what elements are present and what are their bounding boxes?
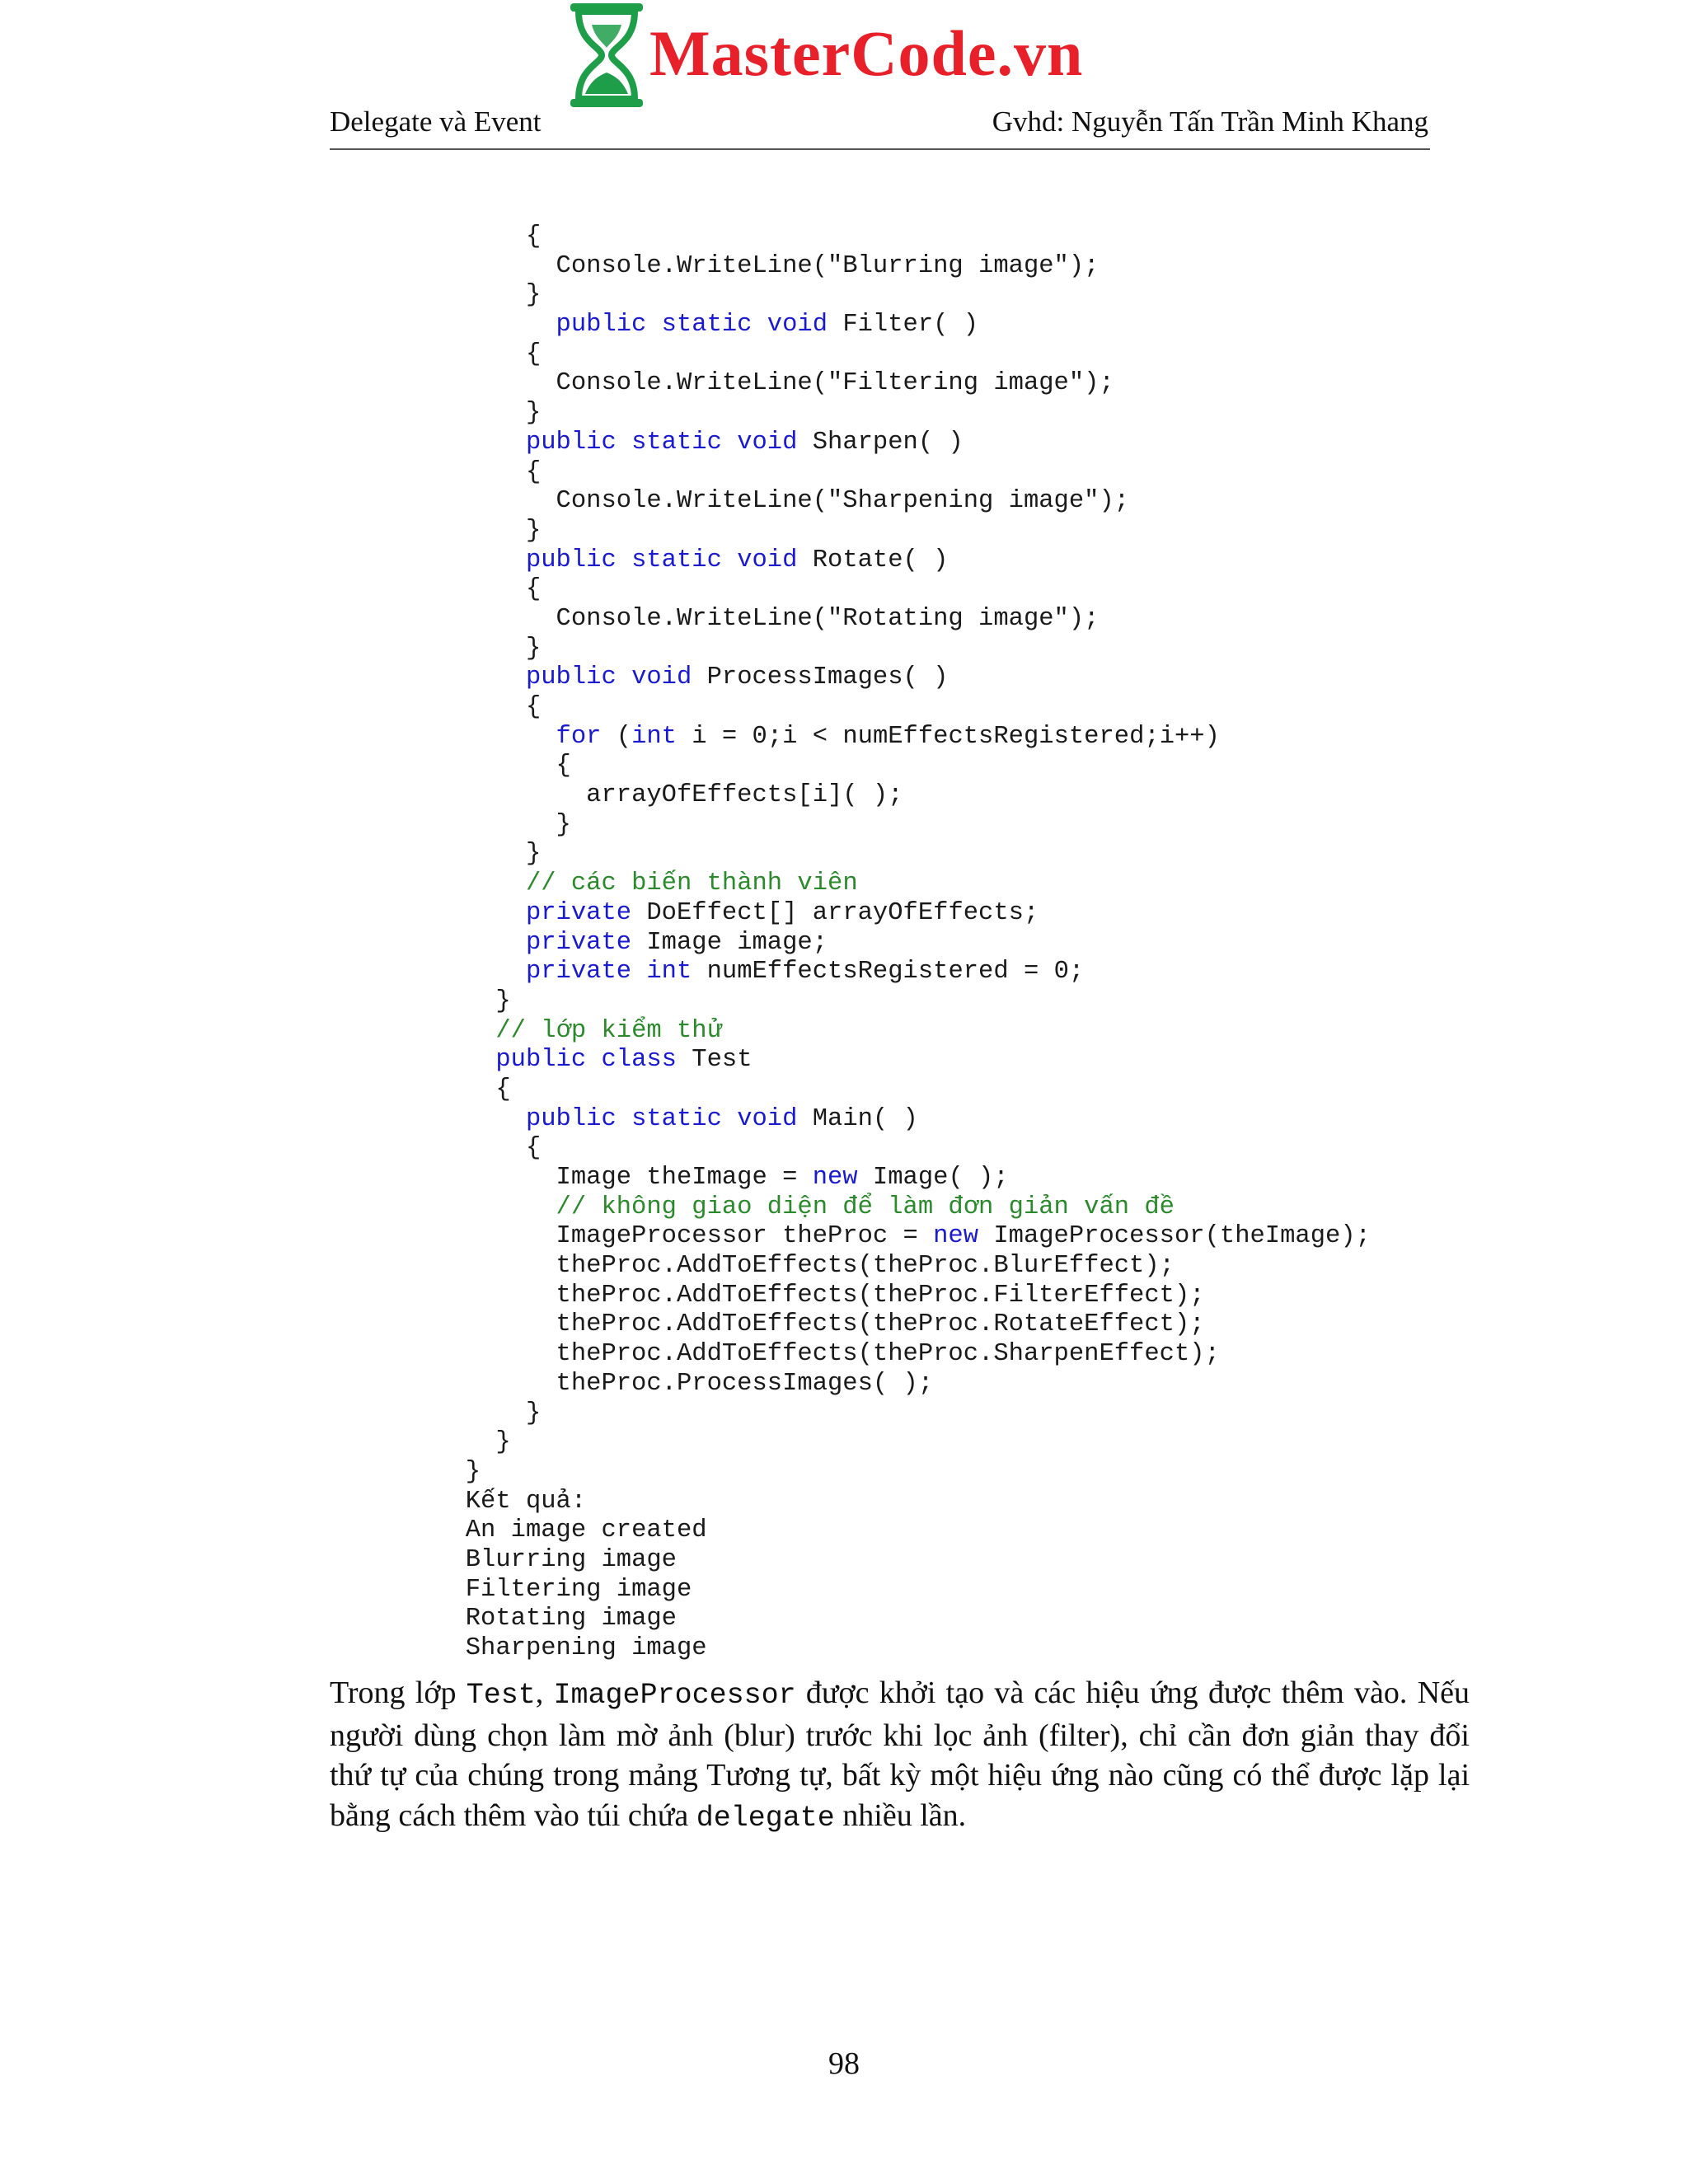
code-indent	[330, 1310, 556, 1338]
code-text: (	[601, 722, 632, 751]
code-line	[330, 1399, 1500, 1429]
code-line	[330, 958, 1500, 987]
code-indent	[330, 1017, 495, 1045]
code-text: }	[525, 281, 542, 310]
code-text: Image( );	[857, 1164, 1009, 1192]
code-indent	[330, 281, 526, 309]
code-indent	[330, 635, 526, 663]
code-indent	[330, 1105, 526, 1133]
paragraph-text: ,	[535, 1675, 554, 1710]
code-line	[330, 605, 1500, 635]
code-keyword: private	[525, 928, 632, 957]
code-text: theProc.AddToEffects(theProc.RotateEffect);	[556, 1310, 1205, 1339]
code-indent	[330, 517, 526, 545]
code-text: {	[525, 575, 542, 604]
code-text: {	[495, 1075, 511, 1104]
code-line	[330, 899, 1500, 929]
code-text: Image theImage =	[556, 1164, 813, 1192]
code-line	[330, 1193, 1500, 1223]
code-line	[330, 1488, 1500, 1517]
code-text: ProcessImages( )	[692, 663, 949, 692]
code-line	[330, 1134, 1500, 1164]
code-keyword: new	[812, 1164, 858, 1192]
code-indent	[330, 223, 526, 251]
code-keyword: public void	[525, 663, 692, 692]
code-text: }	[495, 987, 511, 1015]
code-text: arrayOfEffects[i]( );	[586, 781, 903, 810]
code-line	[330, 987, 1500, 1017]
code-text: }	[495, 1428, 511, 1457]
code-line	[330, 340, 1500, 370]
code-line	[330, 1605, 1500, 1634]
code-line	[330, 458, 1500, 488]
code-line	[330, 929, 1500, 958]
code-text: An image created	[465, 1516, 707, 1545]
code-line	[330, 1046, 1500, 1076]
code-indent	[330, 1576, 466, 1604]
paragraph-text: Trong lớp	[330, 1675, 467, 1710]
code-keyword: public static void	[525, 428, 798, 457]
code-text: Rotating image	[465, 1605, 677, 1633]
code-text: theProc.AddToEffects(theProc.FilterEffect);	[556, 1281, 1205, 1310]
code-indent	[330, 869, 526, 898]
code-text: Console.WriteLine("Filtering image");	[556, 369, 1114, 398]
code-line	[330, 693, 1500, 723]
code-text: {	[525, 340, 542, 368]
code-indent	[330, 663, 526, 691]
code-indent	[330, 458, 526, 486]
code-line	[330, 635, 1500, 664]
code-indent	[330, 429, 526, 457]
code-text: Test	[676, 1046, 753, 1075]
code-indent	[330, 340, 526, 368]
code-line	[330, 517, 1500, 546]
code-indent	[330, 369, 556, 397]
code-indent	[330, 1046, 495, 1074]
code-indent	[330, 252, 556, 280]
code-line	[330, 723, 1500, 752]
code-indent	[330, 1252, 556, 1280]
code-line	[330, 1105, 1500, 1135]
hourglass-icon	[567, 2, 646, 109]
page-number: 98	[828, 2046, 860, 2081]
code-text: theProc.ProcessImages( );	[556, 1369, 934, 1398]
code-text: {	[556, 752, 571, 780]
code-line	[330, 781, 1500, 811]
code-keyword: public static void	[525, 1104, 798, 1133]
paragraph-text: được khởi tạo và các hiệu ứng được thêm vào. Nếu người dùng chọn làm mờ ảnh (blur) trước khi lọc ảnh (filter), chỉ cần đơn giản thay đổi thứ tự của chúng trong mảng Tương tự, bất kỳ một hiệu ứng nào cũng có thể được lặp lại bằng cách thêm vào túi chứa	[330, 1675, 1470, 1833]
code-line	[330, 281, 1500, 311]
brand-logo	[567, 2, 1128, 109]
code-line	[330, 575, 1500, 605]
code-text: {	[525, 1134, 542, 1163]
code-indent	[330, 1428, 495, 1456]
code-indent	[330, 693, 526, 721]
code-text: Main( )	[797, 1104, 918, 1133]
code-indent	[330, 1340, 556, 1368]
code-text: theProc.AddToEffects(theProc.SharpenEffect);	[556, 1340, 1220, 1369]
code-line	[330, 1017, 1500, 1047]
code-comment: // lớp kiểm thử	[495, 1016, 722, 1045]
code-line	[330, 1576, 1500, 1605]
code-indent	[330, 487, 556, 515]
code-line	[330, 1428, 1500, 1458]
code-line	[330, 311, 1500, 340]
code-keyword: new	[933, 1222, 979, 1251]
code-line	[330, 1164, 1500, 1193]
code-keyword: public static void	[556, 311, 828, 340]
code-text: Console.WriteLine("Blurring image");	[556, 251, 1100, 280]
code-indent	[330, 1399, 526, 1427]
code-text: }	[465, 1457, 481, 1486]
code-text: {	[525, 693, 542, 721]
code-line	[330, 546, 1500, 576]
code-text: Sharpen( )	[797, 428, 964, 457]
code-keyword: int	[631, 722, 677, 751]
code-text: Blurring image	[465, 1545, 677, 1574]
code-line	[330, 869, 1500, 899]
code-line	[330, 1516, 1500, 1546]
code-indent	[330, 723, 556, 751]
code-indent	[330, 1222, 556, 1250]
code-line	[330, 663, 1500, 693]
code-indent	[330, 546, 526, 574]
code-indent	[330, 399, 526, 427]
code-comment: // các biến thành viên	[525, 869, 858, 898]
code-line	[330, 223, 1500, 252]
code-indent	[330, 987, 495, 1015]
code-line	[330, 1076, 1500, 1105]
code-indent	[330, 752, 556, 780]
code-text: Rotate( )	[797, 546, 949, 574]
code-text: }	[525, 516, 542, 545]
code-comment: // không giao diện để làm đơn giản vấn đề	[556, 1193, 1175, 1221]
code-line	[330, 1634, 1500, 1664]
code-keyword: public class	[495, 1046, 677, 1075]
code-indent	[330, 1164, 556, 1192]
code-text: i = 0;i < numEffectsRegistered;i++)	[677, 722, 1220, 751]
code-indent	[330, 1488, 466, 1516]
code-line	[330, 1222, 1500, 1252]
code-line	[330, 1546, 1500, 1576]
code-text: {	[525, 457, 542, 486]
code-line	[330, 840, 1500, 869]
code-indent	[330, 840, 526, 868]
code-indent	[330, 929, 526, 957]
code-text: Sharpening image	[465, 1634, 707, 1662]
code-line	[330, 1458, 1500, 1488]
code-text: }	[525, 634, 542, 663]
brand-name: MasterCode.vn	[649, 17, 1084, 89]
code-indent	[330, 1516, 466, 1544]
code-text: Console.WriteLine("Sharpening image");	[556, 487, 1130, 516]
code-line	[330, 811, 1500, 841]
code-text: numEffectsRegistered = 0;	[692, 958, 1085, 987]
code-text: Image image;	[631, 928, 828, 957]
code-indent	[330, 1605, 466, 1633]
code-indent	[330, 1634, 466, 1662]
inline-code-imageprocessor: ImageProcessor	[553, 1679, 796, 1712]
code-text: }	[525, 840, 542, 869]
code-line	[330, 369, 1500, 399]
code-line	[330, 1252, 1500, 1282]
code-line	[330, 399, 1500, 429]
code-indent	[330, 1282, 556, 1310]
code-text: ImageProcessor theProc =	[556, 1222, 934, 1251]
code-line	[330, 1370, 1500, 1399]
body-paragraph	[330, 1673, 1470, 1838]
code-indent	[330, 958, 526, 986]
code-indent	[330, 1458, 466, 1486]
code-line	[330, 487, 1500, 517]
code-text: Kết quả:	[465, 1487, 587, 1516]
code-text: }	[525, 1399, 542, 1427]
code-text: DoEffect[] arrayOfEffects;	[631, 898, 1039, 927]
code-indent	[330, 1370, 556, 1398]
code-keyword: private	[525, 898, 632, 927]
header-divider	[330, 148, 1430, 150]
code-keyword: public static void	[525, 546, 798, 574]
code-line	[330, 252, 1500, 282]
inline-code-test: Test	[466, 1679, 536, 1712]
code-line	[330, 1310, 1500, 1340]
code-line	[330, 429, 1500, 458]
code-keyword: for	[556, 722, 602, 751]
code-indent	[330, 605, 556, 633]
code-indent	[330, 575, 526, 603]
code-indent	[330, 899, 526, 927]
code-indent	[330, 1076, 495, 1104]
code-text: theProc.AddToEffects(theProc.BlurEffect);	[556, 1252, 1175, 1281]
code-indent	[330, 311, 556, 339]
code-block	[330, 223, 1500, 1664]
code-text: {	[525, 223, 542, 251]
code-text: ImageProcessor(theImage);	[978, 1222, 1371, 1251]
paragraph-text: nhiều lần.	[834, 1797, 967, 1833]
code-text: }	[525, 399, 542, 428]
code-indent	[330, 811, 556, 839]
code-line	[330, 1340, 1500, 1370]
code-line	[330, 1282, 1500, 1311]
code-line	[330, 752, 1500, 781]
header-instructor: Gvhd: Nguyễn Tấn Trần Minh Khang	[992, 105, 1428, 138]
code-text: }	[556, 810, 571, 839]
code-text: Filtering image	[465, 1575, 692, 1604]
code-indent	[330, 781, 586, 809]
header-chapter-title: Delegate và Event	[330, 105, 542, 138]
code-indent	[330, 1546, 466, 1574]
code-text: Filter( )	[828, 311, 979, 340]
code-indent	[330, 1193, 556, 1221]
code-keyword: private int	[525, 958, 692, 987]
code-text: Console.WriteLine("Rotating image");	[556, 604, 1100, 633]
code-indent	[330, 1134, 526, 1162]
inline-code-delegate: delegate	[696, 1801, 835, 1835]
